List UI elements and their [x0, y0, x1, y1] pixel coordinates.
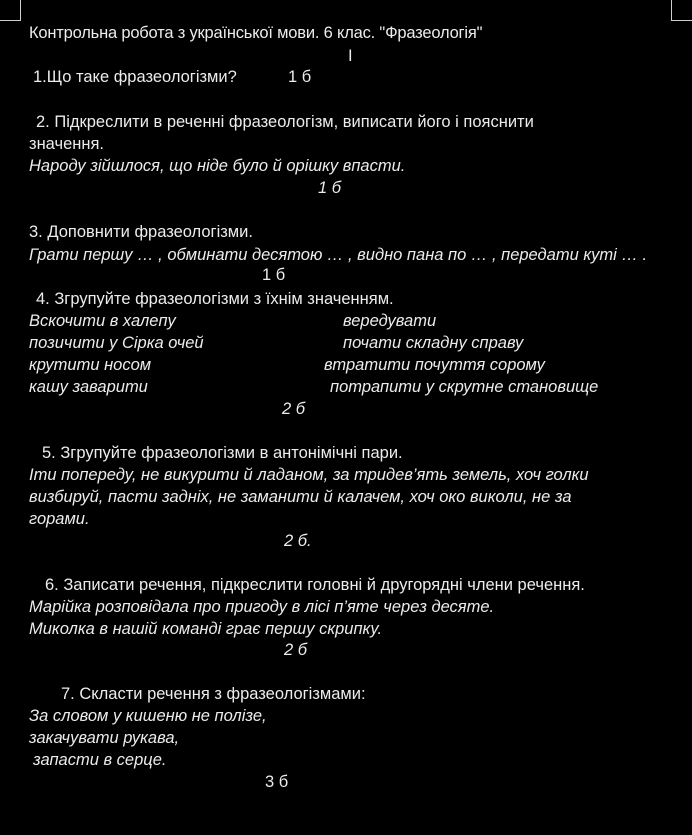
question-4: 4. Згрупуйте фразеологізми з їхнім значенням. [36, 290, 394, 308]
q4-right-item: потрапити у скрутне становище [330, 378, 599, 396]
question-3-line: Грати першу … , обминати десятою … , видно пана по … , передати куті … . [29, 246, 648, 264]
q4-right-item: почати складну справу [343, 334, 524, 352]
document-title: Контрольна робота з української мови. 6 клас. "Фразеологія" [29, 24, 483, 42]
question-2-sentence: Народу зійшлося, що ніде було й орішку впасти. [29, 157, 406, 175]
question-3: 3. Доповнити фразеологізми. [29, 223, 253, 241]
question-7-line: закачувати рукава, [29, 729, 180, 747]
q4-right-item: вередувати [343, 312, 437, 330]
question-6: 6. Записати речення, підкреслити головні й другорядні члени речення. [45, 576, 585, 594]
crop-corner-top-left [0, 0, 21, 21]
question-7-line: За словом у кишеню не полізе, [29, 707, 267, 725]
question-5-line: визбируй, пасти задніх, не заманити й калачем, хоч око виколи, не за [29, 488, 572, 506]
question-2-cont: значення. [29, 135, 105, 153]
question-5-points: 2 б. [284, 532, 312, 550]
question-6-line: Марійка розповідала про пригоду в лісі п’яте через десяте. [29, 598, 495, 616]
q4-left-item: крутити носом [29, 356, 152, 374]
question-5-line: Іти попереду, не викурити й ладаном, за тридев’ять земель, хоч голки [29, 466, 589, 484]
question-5-line: горами. [29, 510, 90, 528]
question-4-points: 2 б [282, 400, 306, 418]
question-2: 2. Підкреслити в реченні фразеологізм, виписати його і пояснити [36, 113, 534, 131]
question-5: 5. Згрупуйте фразеологізми в антонімічні пари. [42, 444, 403, 462]
q4-left-item: позичити у Сірка очей [29, 334, 204, 352]
question-1: 1.Що таке фразеологізми? [33, 68, 237, 86]
question-3-points: 1 б [262, 266, 286, 284]
q4-left-item: Вскочити в халепу [29, 312, 176, 330]
variant-number: I [348, 47, 353, 65]
q4-right-item: втратити почуття сорому [324, 356, 545, 374]
question-7-points: 3 б [265, 773, 289, 791]
question-6-line: Миколка в нашій команді грає першу скрипку. [29, 620, 383, 638]
q4-left-item: кашу заварити [29, 378, 148, 396]
question-7-line: запасти в серце. [33, 751, 167, 769]
question-6-points: 2 б [284, 641, 308, 659]
question-2-points: 1 б [318, 179, 342, 197]
crop-corner-top-right [671, 0, 692, 21]
question-1-points: 1 б [288, 68, 312, 86]
question-7: 7. Скласти речення з фразеологізмами: [61, 685, 366, 703]
